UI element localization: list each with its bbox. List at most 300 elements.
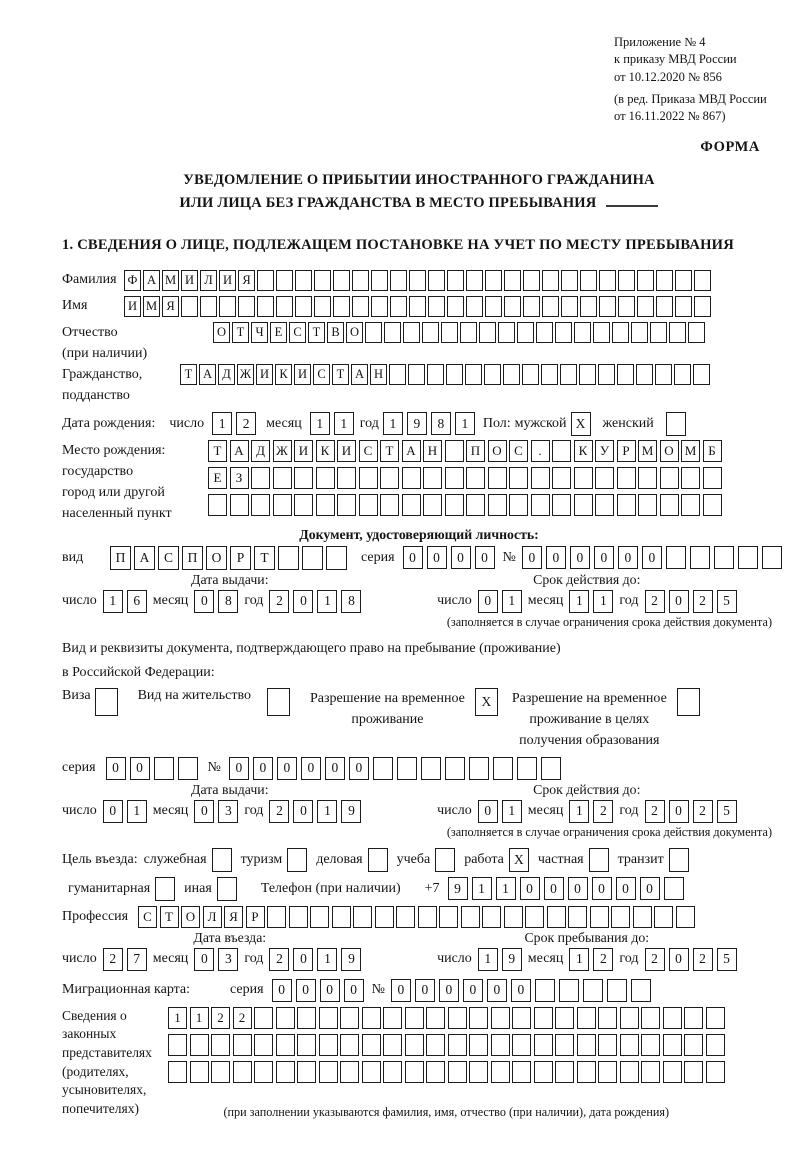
char-cell[interactable]: Р: [617, 440, 636, 462]
char-cell[interactable]: [599, 296, 616, 317]
char-cell[interactable]: [446, 364, 463, 385]
char-cell[interactable]: Я: [162, 296, 179, 317]
char-cell[interactable]: [469, 757, 489, 780]
char-cell[interactable]: А: [143, 270, 160, 291]
char-cell[interactable]: [295, 270, 312, 291]
char-cell[interactable]: [693, 364, 710, 385]
char-cell[interactable]: [552, 467, 571, 489]
char-cell[interactable]: 2: [693, 800, 713, 823]
char-cell[interactable]: [617, 467, 636, 489]
char-cell[interactable]: [706, 1034, 725, 1056]
char-cell[interactable]: И: [294, 364, 311, 385]
char-cell[interactable]: С: [138, 906, 157, 928]
char-cell[interactable]: [552, 440, 571, 462]
char-cell[interactable]: 2: [236, 412, 256, 435]
char-cell[interactable]: [469, 1061, 488, 1083]
char-cell[interactable]: 0: [592, 877, 612, 900]
char-cell[interactable]: [684, 1034, 703, 1056]
char-cell[interactable]: [666, 546, 686, 569]
char-cell[interactable]: [574, 467, 593, 489]
char-cell[interactable]: [211, 1061, 230, 1083]
char-cell[interactable]: 0: [522, 546, 542, 569]
char-cell[interactable]: [598, 1007, 617, 1029]
char-cell[interactable]: 1: [502, 800, 522, 823]
char-cell[interactable]: Т: [254, 546, 275, 570]
char-cell[interactable]: 0: [344, 979, 364, 1002]
char-cell[interactable]: [441, 322, 458, 343]
char-cell[interactable]: [633, 906, 652, 928]
char-cell[interactable]: 2: [269, 800, 289, 823]
char-cell[interactable]: [297, 1061, 316, 1083]
char-cell[interactable]: [684, 1007, 703, 1029]
char-cell[interactable]: [445, 757, 465, 780]
char-cell[interactable]: [362, 1061, 381, 1083]
char-cell[interactable]: [466, 270, 483, 291]
char-cell[interactable]: [254, 1007, 273, 1029]
char-cell[interactable]: [337, 467, 356, 489]
char-cell[interactable]: 0: [229, 757, 249, 780]
char-cell[interactable]: [664, 877, 684, 900]
char-cell[interactable]: Е: [270, 322, 287, 343]
char-cell[interactable]: [631, 979, 651, 1002]
char-cell[interactable]: [580, 270, 597, 291]
char-cell[interactable]: [380, 494, 399, 516]
char-cell[interactable]: Т: [180, 364, 197, 385]
char-cell[interactable]: [448, 1061, 467, 1083]
char-cell[interactable]: [257, 270, 274, 291]
female-checkbox[interactable]: [666, 412, 686, 436]
char-cell[interactable]: А: [199, 364, 216, 385]
char-cell[interactable]: [276, 296, 293, 317]
char-cell[interactable]: [523, 270, 540, 291]
char-cell[interactable]: П: [182, 546, 203, 570]
char-cell[interactable]: 8: [341, 590, 361, 613]
char-cell[interactable]: 1: [383, 412, 403, 435]
char-cell[interactable]: [660, 467, 679, 489]
char-cell[interactable]: [517, 322, 534, 343]
char-cell[interactable]: 0: [669, 590, 689, 613]
char-cell[interactable]: [681, 494, 700, 516]
char-cell[interactable]: [302, 546, 323, 570]
char-cell[interactable]: 2: [593, 948, 613, 971]
temp-residence-checkbox[interactable]: X: [475, 688, 498, 716]
char-cell[interactable]: 1: [310, 412, 330, 435]
char-cell[interactable]: О: [660, 440, 679, 462]
char-cell[interactable]: [359, 494, 378, 516]
char-cell[interactable]: Д: [251, 440, 270, 462]
char-cell[interactable]: 2: [269, 948, 289, 971]
char-cell[interactable]: 1: [472, 877, 492, 900]
char-cell[interactable]: [684, 1061, 703, 1083]
char-cell[interactable]: [409, 296, 426, 317]
char-cell[interactable]: [617, 494, 636, 516]
char-cell[interactable]: 2: [645, 800, 665, 823]
char-cell[interactable]: 8: [218, 590, 238, 613]
char-cell[interactable]: [479, 322, 496, 343]
char-cell[interactable]: [352, 270, 369, 291]
char-cell[interactable]: [254, 1034, 273, 1056]
char-cell[interactable]: М: [681, 440, 700, 462]
char-cell[interactable]: [542, 270, 559, 291]
char-cell[interactable]: 1: [190, 1007, 209, 1029]
char-cell[interactable]: Н: [423, 440, 442, 462]
char-cell[interactable]: [663, 1007, 682, 1029]
char-cell[interactable]: [656, 270, 673, 291]
char-cell[interactable]: 0: [320, 979, 340, 1002]
purpose-option-checkbox[interactable]: [212, 848, 232, 872]
char-cell[interactable]: 0: [511, 979, 531, 1002]
char-cell[interactable]: [402, 467, 421, 489]
char-cell[interactable]: [491, 1007, 510, 1029]
char-cell[interactable]: [541, 364, 558, 385]
char-cell[interactable]: 5: [717, 948, 737, 971]
char-cell[interactable]: [577, 1061, 596, 1083]
char-cell[interactable]: Ч: [251, 322, 268, 343]
char-cell[interactable]: [503, 364, 520, 385]
char-cell[interactable]: К: [316, 440, 335, 462]
char-cell[interactable]: 0: [301, 757, 321, 780]
char-cell[interactable]: [561, 270, 578, 291]
char-cell[interactable]: [211, 1034, 230, 1056]
char-cell[interactable]: [690, 546, 710, 569]
char-cell[interactable]: [423, 467, 442, 489]
char-cell[interactable]: [738, 546, 758, 569]
char-cell[interactable]: [447, 270, 464, 291]
char-cell[interactable]: [319, 1007, 338, 1029]
char-cell[interactable]: [531, 494, 550, 516]
char-cell[interactable]: Р: [246, 906, 265, 928]
char-cell[interactable]: [517, 757, 537, 780]
char-cell[interactable]: [427, 364, 444, 385]
char-cell[interactable]: [498, 322, 515, 343]
char-cell[interactable]: [465, 364, 482, 385]
char-cell[interactable]: 0: [640, 877, 660, 900]
char-cell[interactable]: З: [230, 467, 249, 489]
char-cell[interactable]: [555, 1034, 574, 1056]
char-cell[interactable]: 0: [293, 590, 313, 613]
char-cell[interactable]: [208, 494, 227, 516]
char-cell[interactable]: Ф: [124, 270, 141, 291]
char-cell[interactable]: А: [230, 440, 249, 462]
char-cell[interactable]: 0: [272, 979, 292, 1002]
char-cell[interactable]: У: [595, 440, 614, 462]
char-cell[interactable]: [541, 757, 561, 780]
char-cell[interactable]: Е: [208, 467, 227, 489]
char-cell[interactable]: 0: [669, 948, 689, 971]
char-cell[interactable]: 1: [317, 800, 337, 823]
char-cell[interactable]: [531, 467, 550, 489]
char-cell[interactable]: Я: [224, 906, 243, 928]
char-cell[interactable]: [375, 906, 394, 928]
purpose-option-checkbox[interactable]: [589, 848, 609, 872]
char-cell[interactable]: Р: [230, 546, 251, 570]
char-cell[interactable]: 0: [544, 877, 564, 900]
char-cell[interactable]: 0: [349, 757, 369, 780]
char-cell[interactable]: [390, 296, 407, 317]
visa-checkbox[interactable]: [95, 688, 118, 716]
char-cell[interactable]: [577, 1007, 596, 1029]
char-cell[interactable]: [631, 322, 648, 343]
char-cell[interactable]: 1: [569, 800, 589, 823]
char-cell[interactable]: 0: [642, 546, 662, 569]
purpose-option-checkbox[interactable]: [368, 848, 388, 872]
char-cell[interactable]: [534, 1061, 553, 1083]
char-cell[interactable]: [340, 1007, 359, 1029]
char-cell[interactable]: Ж: [273, 440, 292, 462]
char-cell[interactable]: [469, 1034, 488, 1056]
char-cell[interactable]: [428, 296, 445, 317]
char-cell[interactable]: 2: [211, 1007, 230, 1029]
char-cell[interactable]: [676, 906, 695, 928]
purpose-option-checkbox[interactable]: [155, 877, 175, 901]
char-cell[interactable]: 5: [717, 800, 737, 823]
char-cell[interactable]: Т: [232, 322, 249, 343]
char-cell[interactable]: [714, 546, 734, 569]
char-cell[interactable]: [583, 979, 603, 1002]
char-cell[interactable]: Н: [370, 364, 387, 385]
char-cell[interactable]: [560, 364, 577, 385]
char-cell[interactable]: [316, 467, 335, 489]
char-cell[interactable]: [542, 296, 559, 317]
char-cell[interactable]: И: [124, 296, 141, 317]
char-cell[interactable]: [273, 467, 292, 489]
char-cell[interactable]: [595, 467, 614, 489]
char-cell[interactable]: [650, 322, 667, 343]
char-cell[interactable]: 0: [478, 590, 498, 613]
char-cell[interactable]: 0: [194, 590, 214, 613]
char-cell[interactable]: Л: [200, 270, 217, 291]
char-cell[interactable]: [669, 322, 686, 343]
char-cell[interactable]: [595, 494, 614, 516]
char-cell[interactable]: [534, 1034, 553, 1056]
char-cell[interactable]: [466, 467, 485, 489]
char-cell[interactable]: 2: [593, 800, 613, 823]
char-cell[interactable]: 2: [645, 948, 665, 971]
char-cell[interactable]: 0: [475, 546, 495, 569]
char-cell[interactable]: [178, 757, 198, 780]
char-cell[interactable]: 2: [645, 590, 665, 613]
char-cell[interactable]: 0: [568, 877, 588, 900]
char-cell[interactable]: [485, 296, 502, 317]
char-cell[interactable]: [365, 322, 382, 343]
char-cell[interactable]: [383, 1061, 402, 1083]
char-cell[interactable]: [340, 1061, 359, 1083]
char-cell[interactable]: [703, 494, 722, 516]
char-cell[interactable]: 2: [103, 948, 123, 971]
char-cell[interactable]: [447, 296, 464, 317]
char-cell[interactable]: [568, 906, 587, 928]
char-cell[interactable]: [333, 296, 350, 317]
char-cell[interactable]: [233, 1034, 252, 1056]
char-cell[interactable]: [488, 467, 507, 489]
char-cell[interactable]: [482, 906, 501, 928]
char-cell[interactable]: 2: [233, 1007, 252, 1029]
char-cell[interactable]: А: [134, 546, 155, 570]
char-cell[interactable]: 1: [317, 948, 337, 971]
char-cell[interactable]: 9: [341, 800, 361, 823]
char-cell[interactable]: С: [313, 364, 330, 385]
char-cell[interactable]: [674, 364, 691, 385]
char-cell[interactable]: Т: [332, 364, 349, 385]
char-cell[interactable]: [488, 494, 507, 516]
char-cell[interactable]: [373, 757, 393, 780]
char-cell[interactable]: 1: [103, 590, 123, 613]
char-cell[interactable]: 0: [487, 979, 507, 1002]
char-cell[interactable]: [675, 296, 692, 317]
char-cell[interactable]: [332, 906, 351, 928]
char-cell[interactable]: 1: [455, 412, 475, 435]
char-cell[interactable]: К: [574, 440, 593, 462]
char-cell[interactable]: [319, 1061, 338, 1083]
char-cell[interactable]: [251, 467, 270, 489]
char-cell[interactable]: [535, 979, 555, 1002]
char-cell[interactable]: [620, 1007, 639, 1029]
char-cell[interactable]: [641, 1034, 660, 1056]
char-cell[interactable]: [555, 1007, 574, 1029]
char-cell[interactable]: И: [294, 440, 313, 462]
char-cell[interactable]: [641, 1007, 660, 1029]
char-cell[interactable]: [448, 1007, 467, 1029]
char-cell[interactable]: [380, 467, 399, 489]
char-cell[interactable]: [663, 1034, 682, 1056]
char-cell[interactable]: С: [158, 546, 179, 570]
char-cell[interactable]: [418, 906, 437, 928]
char-cell[interactable]: И: [219, 270, 236, 291]
char-cell[interactable]: [276, 1061, 295, 1083]
char-cell[interactable]: Д: [218, 364, 235, 385]
char-cell[interactable]: 1: [569, 590, 589, 613]
char-cell[interactable]: .: [531, 440, 550, 462]
char-cell[interactable]: 2: [269, 590, 289, 613]
char-cell[interactable]: К: [275, 364, 292, 385]
char-cell[interactable]: [445, 494, 464, 516]
char-cell[interactable]: [326, 546, 347, 570]
char-cell[interactable]: [534, 1007, 553, 1029]
char-cell[interactable]: [257, 296, 274, 317]
char-cell[interactable]: [426, 1061, 445, 1083]
char-cell[interactable]: [314, 270, 331, 291]
char-cell[interactable]: [297, 1007, 316, 1029]
char-cell[interactable]: 0: [103, 800, 123, 823]
char-cell[interactable]: [233, 1061, 252, 1083]
char-cell[interactable]: [536, 322, 553, 343]
char-cell[interactable]: 0: [106, 757, 126, 780]
char-cell[interactable]: 3: [218, 800, 238, 823]
char-cell[interactable]: [426, 1034, 445, 1056]
char-cell[interactable]: [439, 906, 458, 928]
char-cell[interactable]: [426, 1007, 445, 1029]
char-cell[interactable]: [577, 1034, 596, 1056]
char-cell[interactable]: [405, 1007, 424, 1029]
char-cell[interactable]: [706, 1061, 725, 1083]
char-cell[interactable]: [276, 270, 293, 291]
char-cell[interactable]: П: [110, 546, 131, 570]
char-cell[interactable]: 1: [593, 590, 613, 613]
char-cell[interactable]: [273, 494, 292, 516]
char-cell[interactable]: [408, 364, 425, 385]
char-cell[interactable]: [598, 1061, 617, 1083]
purpose-option-checkbox[interactable]: [669, 848, 689, 872]
char-cell[interactable]: [618, 270, 635, 291]
char-cell[interactable]: [493, 757, 513, 780]
char-cell[interactable]: Т: [308, 322, 325, 343]
char-cell[interactable]: [340, 1034, 359, 1056]
char-cell[interactable]: 9: [341, 948, 361, 971]
char-cell[interactable]: [504, 270, 521, 291]
char-cell[interactable]: [405, 1034, 424, 1056]
char-cell[interactable]: [636, 364, 653, 385]
char-cell[interactable]: [469, 1007, 488, 1029]
char-cell[interactable]: [422, 322, 439, 343]
char-cell[interactable]: 0: [325, 757, 345, 780]
char-cell[interactable]: [200, 296, 217, 317]
char-cell[interactable]: С: [289, 322, 306, 343]
char-cell[interactable]: [390, 270, 407, 291]
char-cell[interactable]: 1: [496, 877, 516, 900]
char-cell[interactable]: [637, 270, 654, 291]
char-cell[interactable]: [598, 364, 615, 385]
char-cell[interactable]: И: [337, 440, 356, 462]
char-cell[interactable]: 9: [448, 877, 468, 900]
char-cell[interactable]: [278, 546, 299, 570]
char-cell[interactable]: 0: [415, 979, 435, 1002]
char-cell[interactable]: [371, 270, 388, 291]
char-cell[interactable]: [681, 467, 700, 489]
char-cell[interactable]: [523, 296, 540, 317]
char-cell[interactable]: 0: [478, 800, 498, 823]
char-cell[interactable]: И: [256, 364, 273, 385]
char-cell[interactable]: [656, 296, 673, 317]
char-cell[interactable]: [190, 1061, 209, 1083]
char-cell[interactable]: О: [346, 322, 363, 343]
char-cell[interactable]: 1: [127, 800, 147, 823]
char-cell[interactable]: [509, 467, 528, 489]
char-cell[interactable]: 0: [427, 546, 447, 569]
char-cell[interactable]: О: [213, 322, 230, 343]
char-cell[interactable]: 9: [407, 412, 427, 435]
char-cell[interactable]: [319, 1034, 338, 1056]
purpose-option-checkbox[interactable]: [435, 848, 455, 872]
char-cell[interactable]: [294, 467, 313, 489]
char-cell[interactable]: 1: [334, 412, 354, 435]
char-cell[interactable]: [428, 270, 445, 291]
char-cell[interactable]: [314, 296, 331, 317]
char-cell[interactable]: [599, 270, 616, 291]
char-cell[interactable]: [504, 296, 521, 317]
char-cell[interactable]: М: [162, 270, 179, 291]
char-cell[interactable]: 0: [594, 546, 614, 569]
char-cell[interactable]: 0: [293, 800, 313, 823]
char-cell[interactable]: [574, 322, 591, 343]
purpose-option-checkbox[interactable]: [287, 848, 307, 872]
char-cell[interactable]: [694, 270, 711, 291]
char-cell[interactable]: [607, 979, 627, 1002]
char-cell[interactable]: [706, 1007, 725, 1029]
char-cell[interactable]: [445, 467, 464, 489]
char-cell[interactable]: [383, 1034, 402, 1056]
char-cell[interactable]: [618, 296, 635, 317]
char-cell[interactable]: С: [509, 440, 528, 462]
char-cell[interactable]: [219, 296, 236, 317]
char-cell[interactable]: М: [143, 296, 160, 317]
char-cell[interactable]: 0: [463, 979, 483, 1002]
char-cell[interactable]: 1: [317, 590, 337, 613]
char-cell[interactable]: П: [466, 440, 485, 462]
char-cell[interactable]: Л: [203, 906, 222, 928]
char-cell[interactable]: [154, 757, 174, 780]
char-cell[interactable]: [559, 979, 579, 1002]
char-cell[interactable]: [460, 322, 477, 343]
